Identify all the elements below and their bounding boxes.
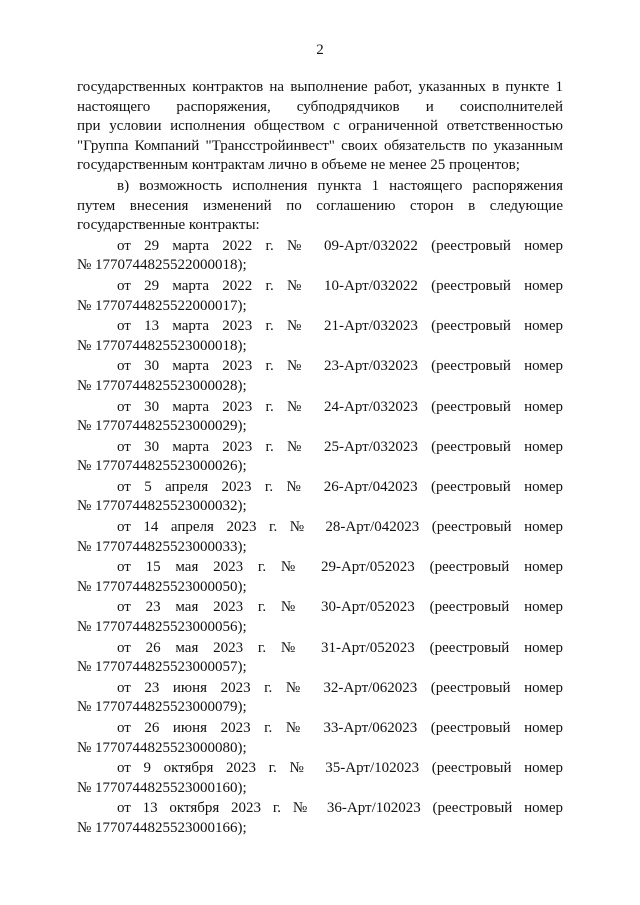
- item-v-paragraph: [77, 177, 563, 236]
- item-v-line: государственные контракты:: [77, 217, 260, 234]
- intro-line: государственным контрактам лично в объеме не менее 25 процентов;: [77, 157, 520, 174]
- contract-entry: [77, 759, 563, 798]
- contract-date-number: от 13 октября 2023 г. № 36-Арт/102023 (реестровый номер: [117, 800, 563, 817]
- contract-registry-number: № 1770744825522000018);: [77, 257, 247, 274]
- document-body: [77, 78, 563, 839]
- contract-list: [77, 237, 563, 839]
- contract-entry: [77, 518, 563, 557]
- contract-registry-number: № 1770744825523000029);: [77, 418, 247, 435]
- contract-date-number: от 26 мая 2023 г. № 31-Арт/052023 (реестровый номер: [117, 639, 563, 656]
- contract-registry-number: № 1770744825523000057);: [77, 659, 247, 676]
- contract-registry-number: № 1770744825523000033);: [77, 538, 247, 555]
- contract-entry: [77, 719, 563, 758]
- contract-registry-number: № 1770744825523000018);: [77, 337, 247, 354]
- contract-date-number: от 14 апреля 2023 г. № 28-Арт/042023 (реестровый номер: [117, 519, 563, 536]
- contract-registry-number: № 1770744825523000079);: [77, 699, 247, 716]
- contract-entry: [77, 639, 563, 678]
- contract-registry-number: № 1770744825523000026);: [77, 458, 247, 475]
- intro-line: при условии исполнения обществом с ограниченной ответственностью: [77, 118, 563, 135]
- contract-date-number: от 23 мая 2023 г. № 30-Арт/052023 (реестровый номер: [117, 599, 563, 616]
- contract-entry: [77, 237, 563, 276]
- intro-line: "Группа Компаний "Трансстройинвест" своих обязательств по указанным: [77, 137, 563, 154]
- contract-registry-number: № 1770744825523000160);: [77, 779, 247, 796]
- contract-registry-number: № 1770744825522000017);: [77, 297, 247, 314]
- contract-entry: [77, 799, 563, 838]
- contract-entry: [77, 357, 563, 396]
- contract-entry: [77, 558, 563, 597]
- contract-date-number: от 30 марта 2023 г. № 25-Арт/032023 (реестровый номер: [117, 438, 563, 455]
- page-number: 2: [316, 42, 324, 58]
- contract-date-number: от 26 июня 2023 г. № 33-Арт/062023 (реестровый номер: [117, 720, 563, 736]
- contract-entry: [77, 317, 563, 356]
- contract-date-number: от 13 марта 2023 г. № 21-Арт/032023 (реестровый номер: [117, 318, 563, 335]
- contract-registry-number: № 1770744825523000080);: [77, 739, 247, 756]
- contract-entry: [77, 598, 563, 637]
- contract-date-number: от 29 марта 2022 г. № 09-Арт/032022 (реестровый номер: [117, 237, 563, 254]
- contract-date-number: от 15 мая 2023 г. № 29-Арт/052023 (реестровый номер: [117, 559, 563, 576]
- contract-date-number: от 29 марта 2022 г. № 10-Арт/032022 (реестровый номер: [117, 277, 563, 294]
- contract-entry: [77, 277, 563, 316]
- intro-line: государственных контрактов на выполнение работ, указанных в пункте 1: [77, 79, 563, 95]
- contract-registry-number: № 1770744825523000032);: [77, 498, 247, 515]
- item-v-line: в) возможность исполнения пункта 1 настоящего распоряжения: [117, 177, 563, 194]
- contract-date-number: от 23 июня 2023 г. № 32-Арт/062023 (реестровый номер: [117, 679, 563, 696]
- intro-paragraph: [77, 78, 563, 176]
- contract-entry: [77, 478, 563, 517]
- contract-entry: [77, 679, 563, 718]
- contract-date-number: от 30 марта 2023 г. № 23-Арт/032023 (реестровый номер: [117, 358, 563, 375]
- contract-registry-number: № 1770744825523000056);: [77, 619, 247, 636]
- item-v-line: путем внесения изменений по соглашению сторон в следующие: [77, 197, 563, 214]
- contract-date-number: от 30 марта 2023 г. № 24-Арт/032023 (реестровый номер: [117, 398, 563, 415]
- contract-registry-number: № 1770744825523000050);: [77, 578, 247, 595]
- contract-entry: [77, 398, 563, 437]
- contract-date-number: от 9 октября 2023 г. № 35-Арт/102023 (реестровый номер: [117, 760, 563, 777]
- contract-registry-number: № 1770744825523000028);: [77, 377, 247, 394]
- contract-registry-number: № 1770744825523000166);: [77, 819, 247, 836]
- contract-entry: [77, 438, 563, 477]
- intro-line: настоящего распоряжения, субподрядчиков и соисполнителей: [77, 98, 563, 115]
- contract-date-number: от 5 апреля 2023 г. № 26-Арт/042023 (реестровый номер: [117, 478, 563, 495]
